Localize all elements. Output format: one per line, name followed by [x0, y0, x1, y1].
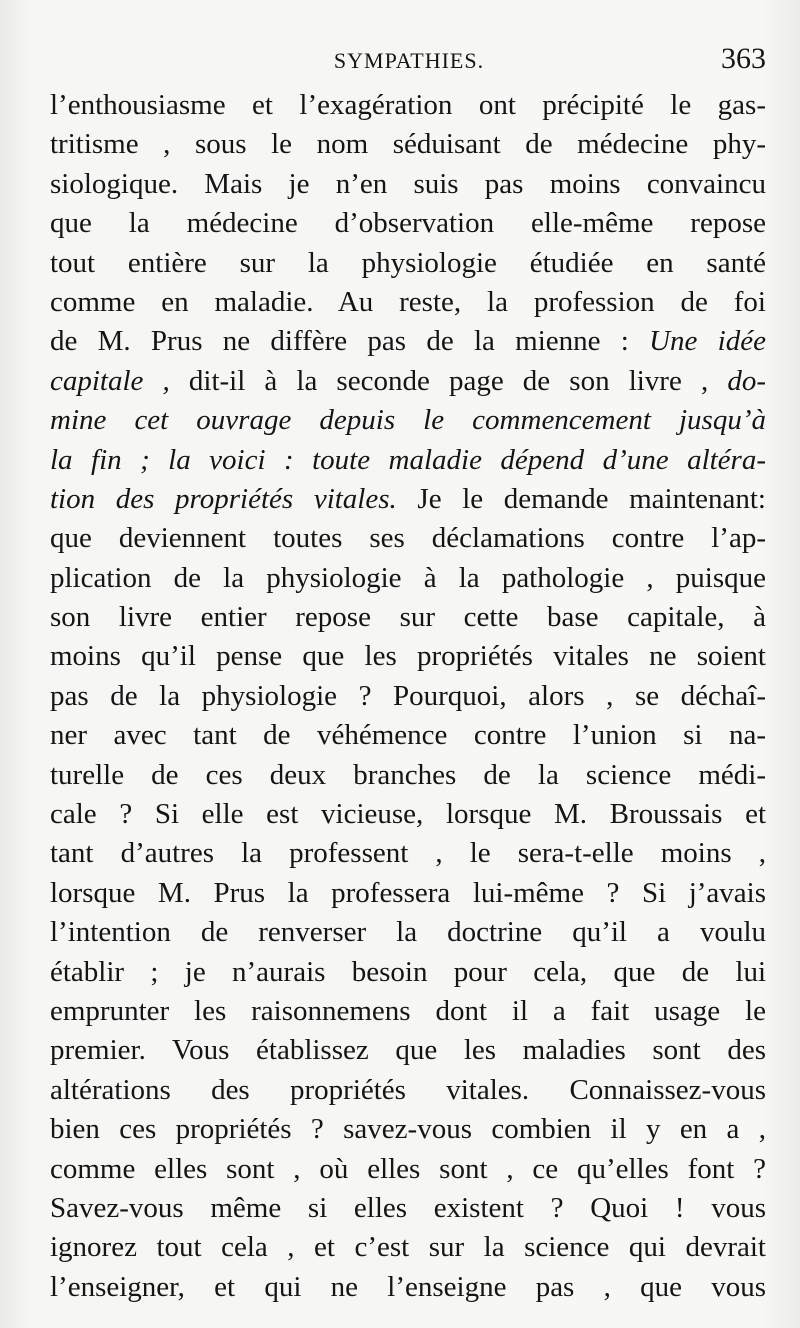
text-line	[50, 1189, 766, 1228]
text-line	[50, 165, 766, 204]
text-line	[50, 86, 766, 125]
text-segment: tout entière sur la physiologie étudiée en santé	[50, 246, 766, 279]
text-line	[50, 480, 766, 519]
text-segment: lorsque M. Prus la professera lui-même ? Si j’avais	[50, 876, 766, 909]
text-line	[50, 1071, 766, 1110]
text-segment: cale ? Si elle est vicieuse, lorsque M. Broussais et	[50, 798, 766, 831]
text-segment: plication de la physiologie à la pathologie , puisque	[50, 561, 766, 594]
text-segment: turelle de ces deux branches de la science médi-	[50, 758, 766, 791]
text-segment: son livre entier repose sur cette base capitale, à	[50, 601, 766, 634]
text-segment: bien ces propriétés ? savez-vous combien il y en a ,	[50, 1113, 766, 1146]
text-line	[50, 756, 766, 795]
body-text	[50, 86, 766, 1307]
page-number: 363	[721, 42, 766, 75]
text-line	[50, 362, 766, 401]
text-line	[50, 1110, 766, 1149]
text-segment: l’enthousiasme et l’exagération ont précipité le gas-	[50, 89, 766, 121]
running-head-title: SYMPATHIES.	[333, 48, 485, 73]
text-segment: Savez-vous même si elles existent ? Quoi ! vous	[50, 1191, 766, 1224]
text-segment: comme elles sont , où elles sont , ce qu’elles font ?	[50, 1152, 766, 1185]
text-line	[50, 401, 766, 440]
text-line	[50, 677, 766, 716]
text-segment: premier. Vous établissez que les maladies sont des	[50, 1034, 766, 1067]
italic-text-segment: la fin ; la voici : toute maladie dépend d’une altéra-	[50, 443, 766, 476]
text-line	[50, 834, 766, 873]
text-line	[50, 795, 766, 834]
italic-text-segment: tion des propriétés vitales.	[50, 482, 397, 515]
text-segment: siologique. Mais je n’en suis pas moins convaincu	[50, 167, 766, 200]
italic-text-segment: Une idée	[649, 325, 766, 358]
text-segment: de M. Prus ne diffère pas de la mienne :	[50, 325, 650, 358]
text-line	[50, 1228, 766, 1267]
text-line	[50, 204, 766, 243]
text-segment: l’enseigner, et qui ne l’enseigne pas , que vous	[50, 1270, 766, 1303]
text-line	[50, 1031, 766, 1070]
text-segment: établir ; je n’aurais besoin pour cela, que de lui	[50, 955, 766, 988]
text-line	[50, 637, 766, 676]
text-segment: tant d’autres la professent , le sera-t-elle moins ,	[50, 837, 766, 870]
italic-text-segment: do-	[727, 364, 766, 397]
text-line	[50, 953, 766, 992]
italic-text-segment: mine cet ouvrage depuis le commencement jusqu’à	[50, 404, 766, 437]
text-segment: altérations des propriétés vitales. Connaissez-vous	[50, 1073, 766, 1106]
text-line	[50, 322, 766, 361]
text-segment: moins qu’il pense que les propriétés vitales ne soient	[50, 640, 766, 673]
text-segment: ner avec tant de véhémence contre l’union si na-	[50, 719, 766, 752]
running-head	[48, 40, 770, 80]
text-line	[50, 559, 766, 598]
text-segment: Je le demande maintenant:	[396, 482, 766, 515]
italic-text-segment: capitale ,	[50, 364, 170, 397]
text-line	[50, 519, 766, 558]
text-line	[50, 125, 766, 164]
text-line	[50, 441, 766, 480]
text-segment: tritisme , sous le nom séduisant de médecine phy-	[50, 128, 766, 161]
text-segment: pas de la physiologie ? Pourquoi, alors , se déchaî-	[50, 679, 766, 712]
text-line	[50, 992, 766, 1031]
text-segment: comme en maladie. Au reste, la profession de foi	[50, 285, 766, 318]
text-segment: l’intention de renverser la doctrine qu’il a voulu	[50, 916, 766, 949]
text-segment: ignorez tout cela , et c’est sur la science qui devrait	[50, 1231, 766, 1264]
text-segment: dit-il à la seconde page de son livre ,	[169, 364, 728, 397]
text-line	[50, 1268, 766, 1307]
text-line	[50, 283, 766, 322]
text-line	[50, 1150, 766, 1189]
text-line	[50, 598, 766, 637]
text-segment: que deviennent toutes ses déclamations contre l’ap-	[50, 522, 766, 555]
text-line	[50, 913, 766, 952]
text-line	[50, 244, 766, 283]
text-segment: emprunter les raisonnemens dont il a fait usage le	[50, 994, 766, 1027]
text-line	[50, 874, 766, 913]
text-segment: que la médecine d’observation elle-même repose	[50, 207, 766, 240]
text-line	[50, 716, 766, 755]
